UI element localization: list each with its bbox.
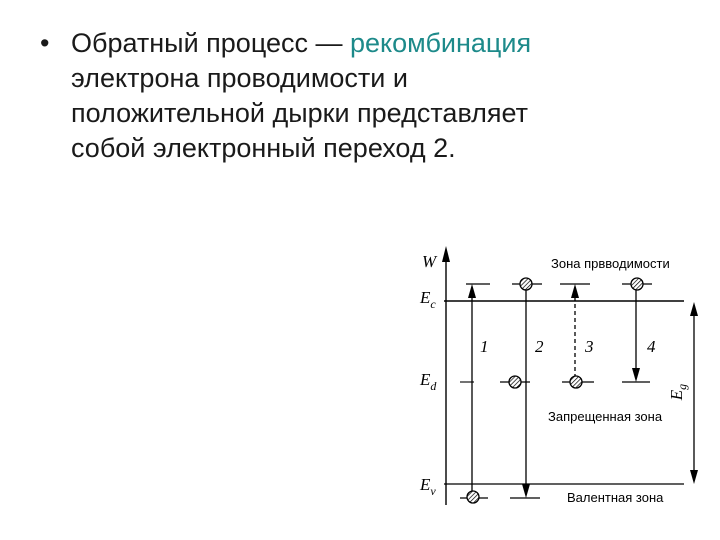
ed-label: $E_d$ [420,370,437,393]
text-part-1: Обратный процесс — [71,28,351,58]
text-accent-term: рекомбинация [350,28,532,58]
w-axis-label: W [422,252,437,271]
electron-conduction-4 [631,278,643,290]
ec-label: $E_c$ [420,288,436,311]
transition-2-arrowhead [522,484,530,498]
bullet-marker: • [40,28,50,58]
electron-valence [467,491,479,503]
transition-label-4: 4 [647,337,656,356]
transition-1-arrowhead [468,284,476,298]
electron-conduction-2 [520,278,532,290]
transition-label-2: 2 [535,337,544,356]
w-axis-arrowhead [442,246,450,262]
transition-4-arrowhead [632,368,640,382]
forbidden-zone-label: Запрещенная зона [548,409,663,424]
band-gap-arrowhead-top [690,302,698,316]
electron-donor-left [509,376,521,388]
band-gap-label: $E_g$ [667,383,689,401]
ev-label: $E_v$ [420,475,436,498]
text-line-2: электрона проводимости и [71,63,408,93]
transition-label-3: 3 [585,337,594,356]
transition-3-arrowhead [571,284,579,298]
electron-donor-right [570,376,582,388]
text-line-4: собой электронный переход 2. [71,133,456,163]
text-line-3: положительной дырки представляет [71,98,529,128]
conduction-zone-label: Зона првводимости [551,256,670,271]
valence-zone-label: Валентная зона [567,490,664,505]
band-gap-arrowhead-bottom [690,470,698,484]
transition-label-1: 1 [480,337,489,356]
